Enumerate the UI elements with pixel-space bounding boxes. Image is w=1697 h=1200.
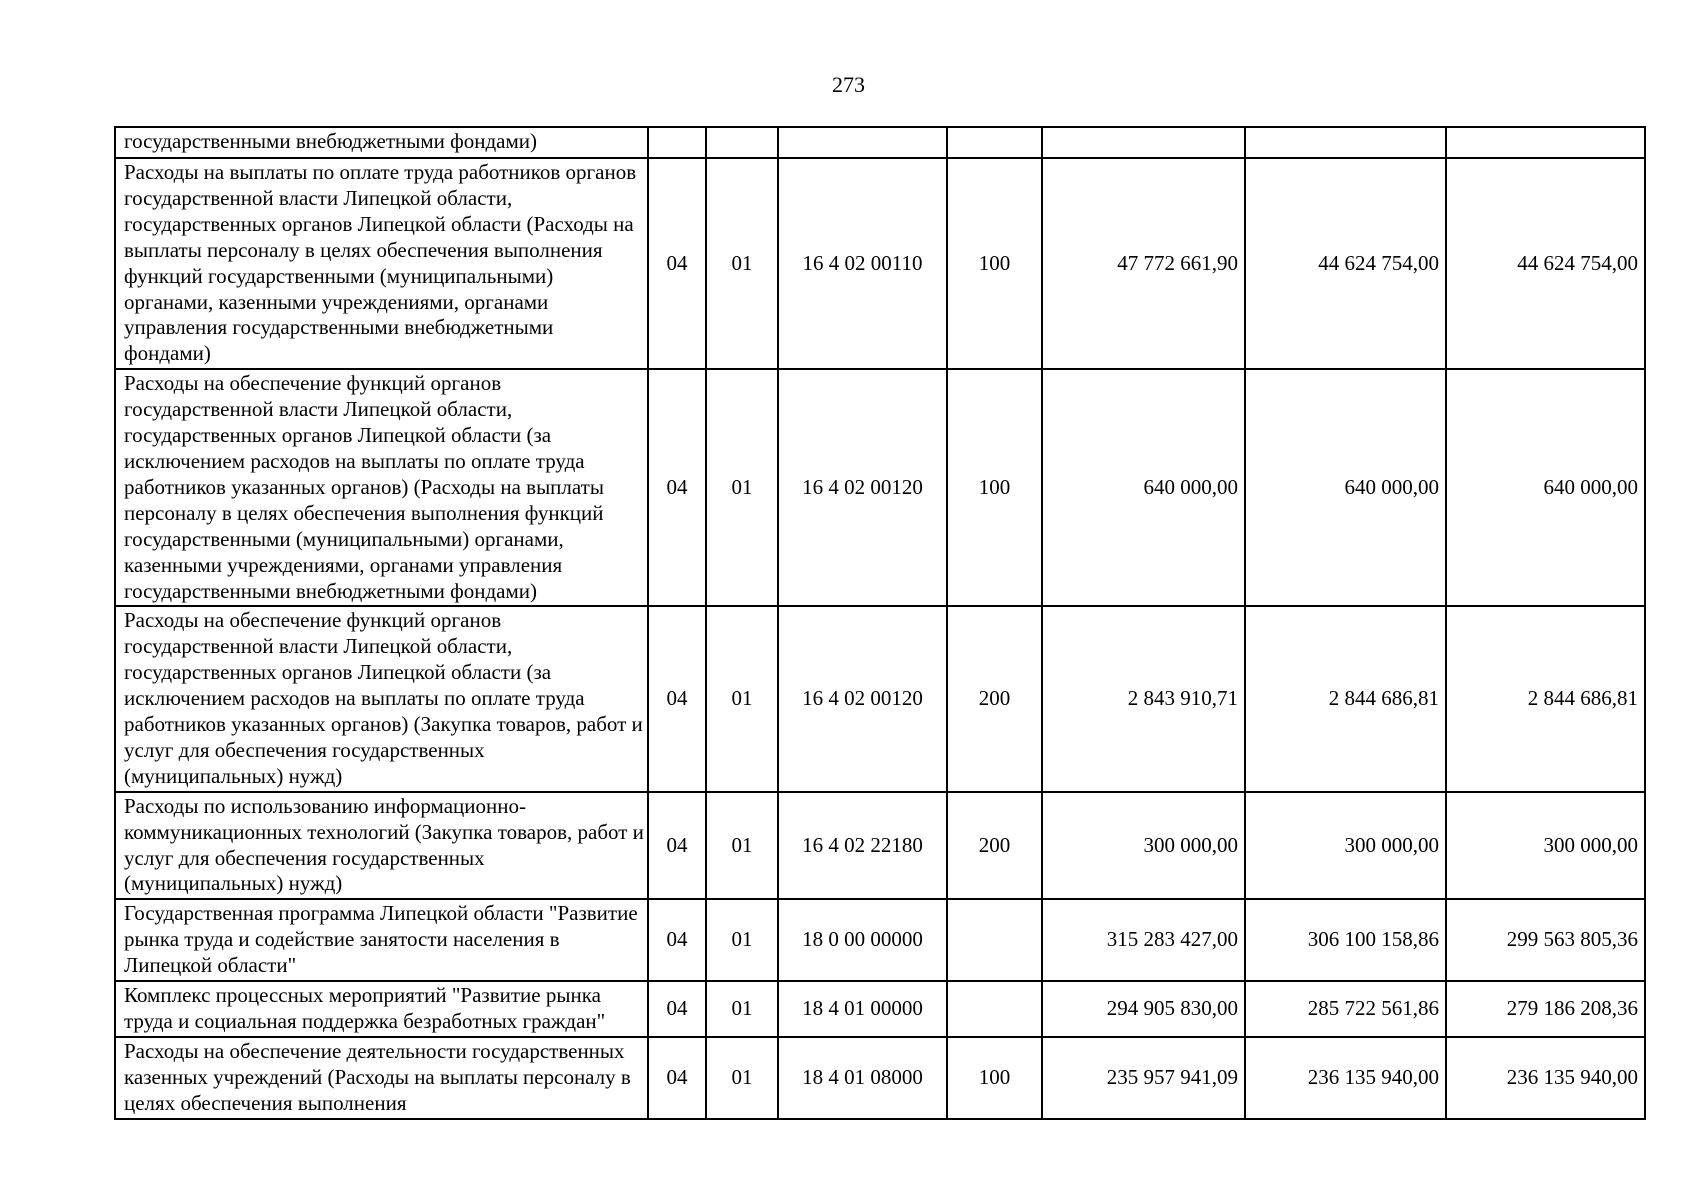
expense-type-code: 100 <box>947 369 1042 606</box>
target-article-code: 18 4 01 08000 <box>778 1037 947 1119</box>
section-code: 04 <box>648 606 706 791</box>
amount-year-1 <box>1042 127 1245 158</box>
amount-year-3: 2 844 686,81 <box>1446 606 1645 791</box>
expense-type-code <box>947 899 1042 981</box>
expense-type-code: 100 <box>947 1037 1042 1119</box>
section-code: 04 <box>648 899 706 981</box>
amount-year-2: 44 624 754,00 <box>1245 158 1446 369</box>
table-body <box>115 127 1645 1119</box>
row-description: Расходы на обеспечение деятельности государственных казенных учреждений (Расходы на выплаты персоналу в целях обеспечения выполнения <box>115 1037 648 1119</box>
target-article-code: 16 4 02 00110 <box>778 158 947 369</box>
section-code: 04 <box>648 792 706 900</box>
subsection-code: 01 <box>706 606 778 791</box>
subsection-code: 01 <box>706 981 778 1037</box>
section-code: 04 <box>648 1037 706 1119</box>
expense-type-code: 100 <box>947 158 1042 369</box>
amount-year-2: 2 844 686,81 <box>1245 606 1446 791</box>
subsection-code: 01 <box>706 158 778 369</box>
target-article-code: 16 4 02 22180 <box>778 792 947 900</box>
subsection-code: 01 <box>706 792 778 900</box>
amount-year-1: 235 957 941,09 <box>1042 1037 1245 1119</box>
amount-year-1: 294 905 830,00 <box>1042 981 1245 1037</box>
expense-type-code: 200 <box>947 606 1042 791</box>
amount-year-2: 285 722 561,86 <box>1245 981 1446 1037</box>
row-description: Расходы по использованию информационно-коммуникационных технологий (Закупка товаров, работ и услуг для обеспечения государственных (муниципальных) нужд) <box>115 792 648 900</box>
table-row <box>115 899 1645 981</box>
subsection-code: 01 <box>706 369 778 606</box>
section-code: 04 <box>648 369 706 606</box>
amount-year-2: 306 100 158,86 <box>1245 899 1446 981</box>
subsection-code <box>706 127 778 158</box>
row-description: государственными внебюджетными фондами) <box>115 127 648 158</box>
amount-year-2: 640 000,00 <box>1245 369 1446 606</box>
amount-year-1: 300 000,00 <box>1042 792 1245 900</box>
table-row <box>115 127 1645 158</box>
target-article-code <box>778 127 947 158</box>
amount-year-1: 47 772 661,90 <box>1042 158 1245 369</box>
row-description: Расходы на обеспечение функций органов государственной власти Липецкой области, государственных органов Липецкой области (за исключением расходов на выплаты по оплате труда работников указанных органов) (Расходы на выплаты персоналу в целях обеспечения выполнения функций государственными (муниципальными) органами, казенными учреждениями, органами управления государственными внебюджетными фондами) <box>115 369 648 606</box>
amount-year-3: 640 000,00 <box>1446 369 1645 606</box>
expense-type-code: 200 <box>947 792 1042 900</box>
amount-year-3: 299 563 805,36 <box>1446 899 1645 981</box>
expense-type-code <box>947 981 1042 1037</box>
table-row <box>115 369 1645 606</box>
amount-year-3: 44 624 754,00 <box>1446 158 1645 369</box>
row-description: Расходы на выплаты по оплате труда работников органов государственной власти Липецкой области, государственных органов Липецкой области (Расходы на выплаты персоналу в целях обеспечения выполнения функций государственными (муниципальными) органами, казенными учреждениями, органами управления государственными внебюджетными фондами) <box>115 158 648 369</box>
target-article-code: 18 4 01 00000 <box>778 981 947 1037</box>
amount-year-1: 2 843 910,71 <box>1042 606 1245 791</box>
expense-type-code <box>947 127 1042 158</box>
amount-year-3 <box>1446 127 1645 158</box>
section-code: 04 <box>648 981 706 1037</box>
amount-year-2: 300 000,00 <box>1245 792 1446 900</box>
row-description: Комплекс процессных мероприятий "Развитие рынка труда и социальная поддержка безработных граждан" <box>115 981 648 1037</box>
subsection-code: 01 <box>706 1037 778 1119</box>
table-row <box>115 1037 1645 1119</box>
amount-year-2 <box>1245 127 1446 158</box>
amount-year-1: 640 000,00 <box>1042 369 1245 606</box>
table-row <box>115 606 1645 791</box>
amount-year-3: 300 000,00 <box>1446 792 1645 900</box>
amount-year-2: 236 135 940,00 <box>1245 1037 1446 1119</box>
page-number: 273 <box>832 72 865 97</box>
row-description: Расходы на обеспечение функций органов государственной власти Липецкой области, государственных органов Липецкой области (за исключением расходов на выплаты по оплате труда работников указанных органов) (Закупка товаров, работ и услуг для обеспечения государственных (муниципальных) нужд) <box>115 606 648 791</box>
row-description: Государственная программа Липецкой области "Развитие рынка труда и содействие занятости населения в Липецкой области" <box>115 899 648 981</box>
target-article-code: 16 4 02 00120 <box>778 606 947 791</box>
section-code: 04 <box>648 158 706 369</box>
table-row <box>115 158 1645 369</box>
target-article-code: 16 4 02 00120 <box>778 369 947 606</box>
table-row <box>115 981 1645 1037</box>
amount-year-3: 279 186 208,36 <box>1446 981 1645 1037</box>
table-row <box>115 792 1645 900</box>
budget-table <box>114 126 1646 1120</box>
target-article-code: 18 0 00 00000 <box>778 899 947 981</box>
subsection-code: 01 <box>706 899 778 981</box>
amount-year-3: 236 135 940,00 <box>1446 1037 1645 1119</box>
amount-year-1: 315 283 427,00 <box>1042 899 1245 981</box>
section-code <box>648 127 706 158</box>
